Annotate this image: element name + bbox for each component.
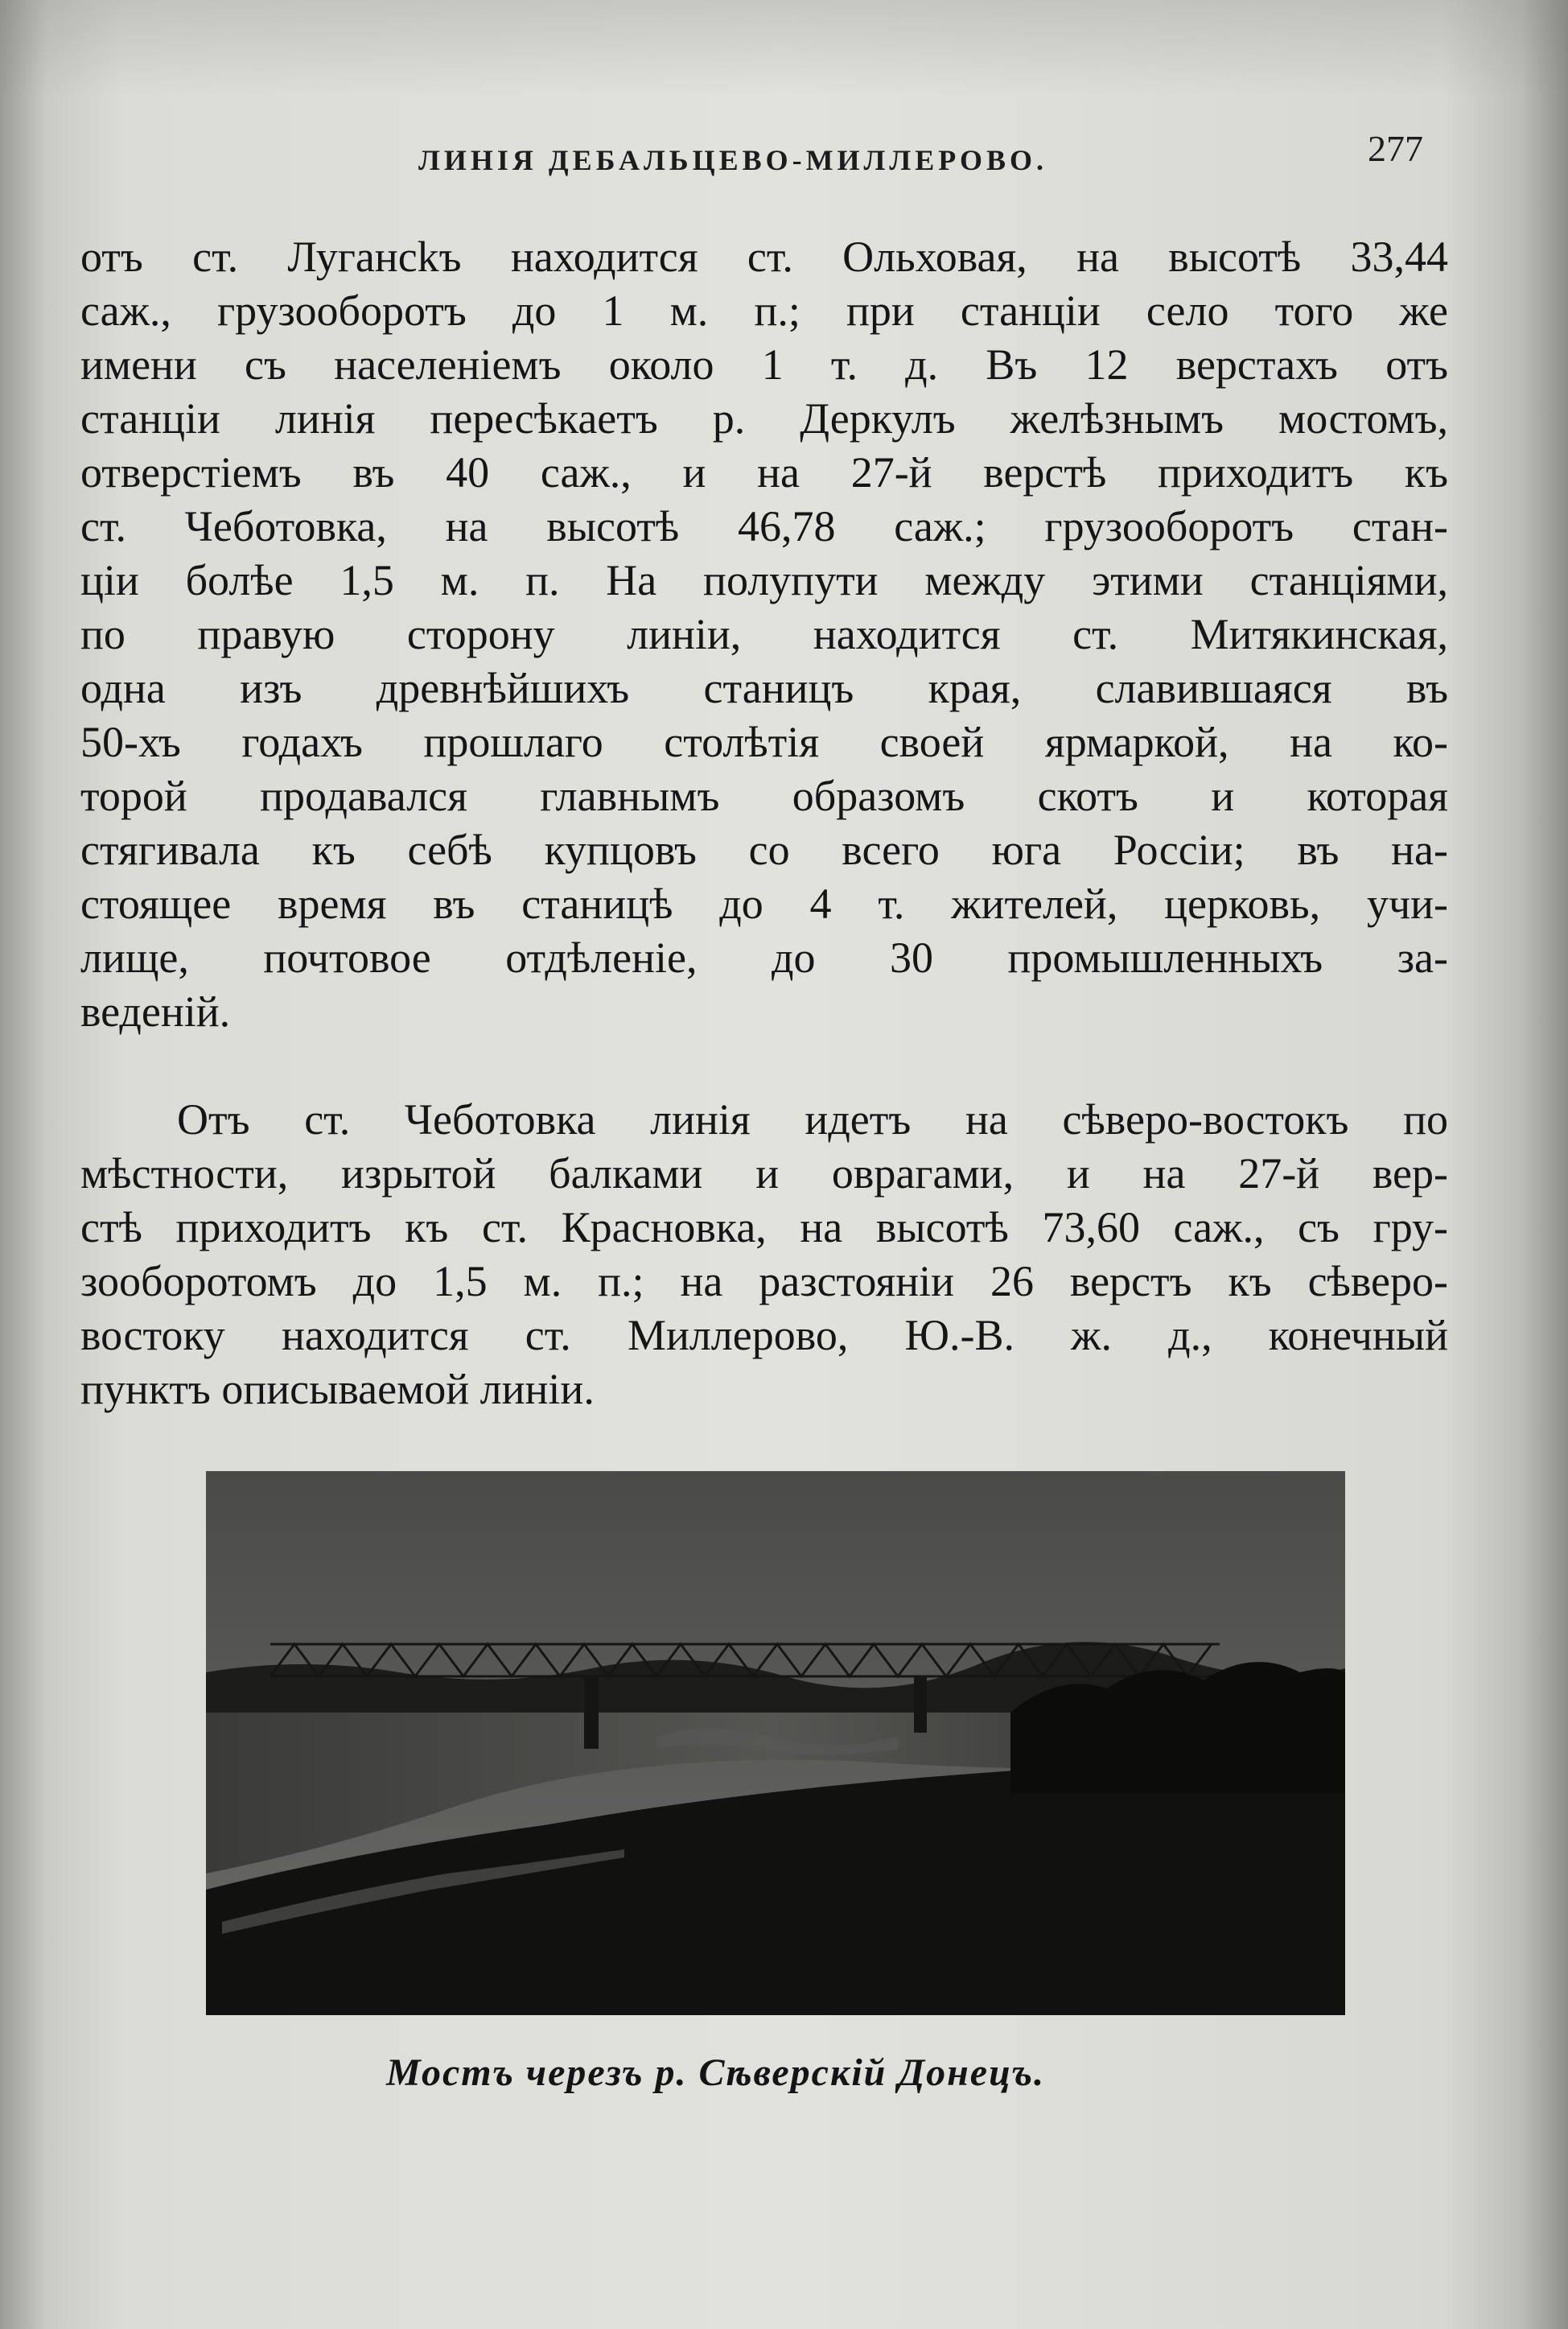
paragraph-2 (80, 1093, 1448, 1416)
running-head: ЛИНІЯ ДЕБАЛЬЦЕВО-МИЛЛЕРОВО. (418, 144, 1048, 176)
text-line: имени съ населеніемъ около 1 т. д. Въ 12 верстахъ отъ (80, 340, 1448, 389)
text-line: станціи линія пересѣкаетъ р. Деркулъ желѣзнымъ мостомъ, (80, 394, 1448, 443)
text-line: веденій. (80, 987, 231, 1036)
text-line: лище, почтовое отдѣленіе, до 30 промышленныхъ за- (80, 934, 1448, 982)
text-line: отверстіемъ въ 40 саж., и на 27-й верстѣ приходитъ къ (80, 448, 1448, 497)
figure-caption: Мостъ черезъ р. Сѣверскій Донецъ. (386, 2051, 1046, 2094)
paragraph-gap (80, 1039, 1448, 1093)
text-line: ст. Чеботовка, на высотѣ 46,78 саж.; грузооборотъ стан- (80, 502, 1448, 550)
paragraph-1 (80, 230, 1448, 1039)
text-line: мѣстности, изрытой балками и оврагами, и на 27-й вер- (80, 1149, 1448, 1197)
text-line: одна изъ древнѣйшихъ станицъ края, славившаяся въ (80, 664, 1448, 712)
text-line: пунктъ описываемой линіи. (80, 1365, 595, 1413)
text-line: зооборотомъ до 1,5 м. п.; на разстояніи 26 верстъ къ сѣверо- (80, 1257, 1448, 1305)
text-line: стѣ приходитъ къ ст. Красновка, на высотѣ 73,60 саж., съ гру- (80, 1203, 1448, 1251)
text-line: востоку находится ст. Миллерово, Ю.-В. ж. д., конечный (80, 1311, 1448, 1359)
text-line: стягивала къ себѣ купцовъ со всего юга Россіи; въ на- (80, 826, 1448, 874)
text-line: ціи болѣе 1,5 м. п. На полупути между этими станціями, (80, 556, 1448, 604)
text-line: саж., грузооборотъ до 1 м. п.; при станціи село того же (80, 286, 1448, 335)
text-line: отъ ст. Лугансkъ находится ст. Ольховая, на высотѣ 33,44 (80, 233, 1448, 281)
text-line: по правую сторону линіи, находится ст. Митякинская, (80, 610, 1448, 658)
body-text (80, 230, 1448, 1416)
page-number: 277 (1368, 128, 1423, 169)
bridge-photo-drawing (206, 1471, 1345, 2015)
text-line: стоящее время въ станицѣ до 4 т. жителей, церковь, учи- (80, 880, 1448, 928)
text-line: Отъ ст. Чеботовка линія идетъ на сѣверо-востокъ по (177, 1095, 1448, 1144)
page-shadow (0, 0, 1568, 97)
bridge-photo (206, 1471, 1345, 2015)
text-line: 50-хъ годахъ прошлаго столѣтія своей ярмаркой, на ко- (80, 718, 1448, 766)
text-line: торой продавался главнымъ образомъ скотъ и которая (80, 772, 1448, 820)
